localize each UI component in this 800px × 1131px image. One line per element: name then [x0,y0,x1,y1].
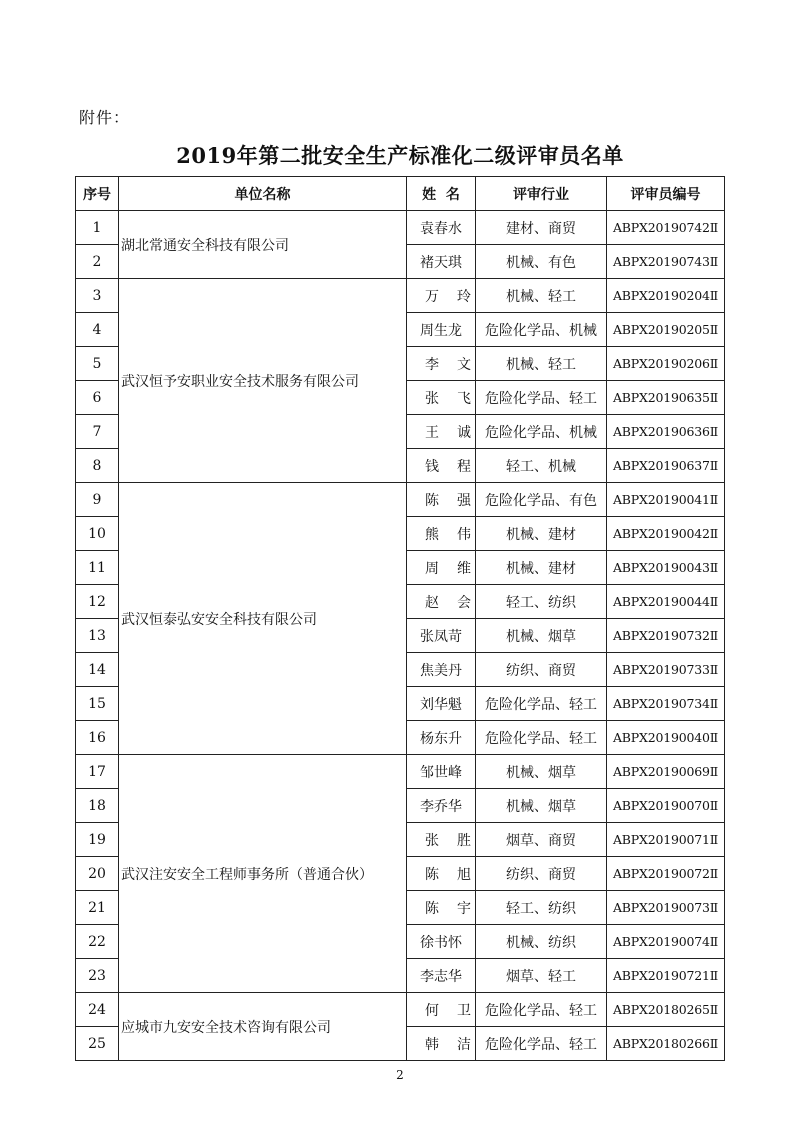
reviewer-id: ABPX20190041Ⅱ [607,483,725,517]
row-number: 9 [76,483,119,517]
reviewer-name [407,517,489,551]
reviewer-table [75,176,725,1061]
reviewer-id: ABPX20190043Ⅱ [607,551,725,585]
review-industry: 机械、轻工 [476,279,607,313]
row-number: 24 [76,993,119,1027]
review-industry: 机械、建材 [476,551,607,585]
reviewer-name [407,415,489,449]
reviewer-name-text: 钱程 [425,458,489,475]
reviewer-name [407,891,489,925]
reviewer-name [407,585,489,619]
reviewer-id: ABPX20180265Ⅱ [607,993,725,1027]
row-number: 23 [76,959,119,993]
review-industry: 危险化学品、轻工 [476,721,607,755]
table-header-row [76,177,725,211]
row-number: 3 [76,279,119,313]
table-body [76,211,725,1061]
column-header-reviewer-id: 评审员编号 [607,177,725,211]
reviewer-name [407,653,476,687]
reviewer-name [407,789,476,823]
reviewer-id: ABPX20190205Ⅱ [607,313,725,347]
reviewer-name-text: 陈强 [425,492,489,509]
reviewer-name [407,551,489,585]
reviewer-name-text: 赵会 [425,594,489,611]
unit-name: 武汉恒泰弘安安全科技有限公司 [119,483,407,755]
review-industry: 纺织、商贸 [476,653,607,687]
reviewer-name [407,823,489,857]
row-number: 4 [76,313,119,347]
reviewer-name [407,313,476,347]
review-industry: 机械、轻工 [476,347,607,381]
row-number: 17 [76,755,119,789]
reviewer-id: ABPX20190073Ⅱ [607,891,725,925]
reviewer-id: ABPX20190071Ⅱ [607,823,725,857]
row-number: 12 [76,585,119,619]
reviewer-name-text: 张飞 [425,390,489,407]
reviewer-name-text: 李志华 [420,968,462,985]
review-industry: 建材、商贸 [476,211,607,245]
reviewer-name [407,687,476,721]
row-number: 5 [76,347,119,381]
reviewer-name [407,449,489,483]
review-industry: 危险化学品、轻工 [476,1027,607,1061]
row-number: 7 [76,415,119,449]
reviewer-name-text: 邹世峰 [420,764,462,781]
attachment-label: 附件： [79,108,131,127]
column-header-industry: 评审行业 [476,177,607,211]
reviewer-name [407,925,476,959]
reviewer-id: ABPX20190074Ⅱ [607,925,725,959]
reviewer-id: ABPX20190732Ⅱ [607,619,725,653]
reviewer-id: ABPX20190044Ⅱ [607,585,725,619]
table-row [76,483,725,517]
reviewer-name-text: 李文 [425,356,489,373]
review-industry: 轻工、机械 [476,449,607,483]
review-industry: 烟草、商贸 [476,823,607,857]
reviewer-name-text: 张凤苛 [420,628,462,645]
row-number: 22 [76,925,119,959]
unit-name: 湖北常通安全科技有限公司 [119,211,407,279]
reviewer-id: ABPX20190072Ⅱ [607,857,725,891]
reviewer-name-text: 焦美丹 [420,662,462,679]
row-number: 13 [76,619,119,653]
reviewer-id: ABPX20190206Ⅱ [607,347,725,381]
reviewer-id: ABPX20190734Ⅱ [607,687,725,721]
review-industry: 机械、烟草 [476,789,607,823]
reviewer-id: ABPX20190204Ⅱ [607,279,725,313]
review-industry: 机械、烟草 [476,619,607,653]
reviewer-name [407,279,489,313]
column-header-name: 姓 名 [407,177,476,211]
row-number: 19 [76,823,119,857]
reviewer-name [407,245,476,279]
reviewer-name-text: 褚天琪 [420,254,462,271]
reviewer-name [407,347,489,381]
row-number: 10 [76,517,119,551]
reviewer-name-text: 何卫 [425,1002,489,1019]
reviewer-name [407,721,476,755]
review-industry: 机械、有色 [476,245,607,279]
column-header-no: 序号 [76,177,119,211]
reviewer-name [407,483,489,517]
reviewer-name-text: 杨东升 [420,730,462,747]
unit-name: 武汉恒予安职业安全技术服务有限公司 [119,279,407,483]
reviewer-id: ABPX20190636Ⅱ [607,415,725,449]
row-number: 2 [76,245,119,279]
unit-name: 武汉注安安全工程师事务所（普通合伙） [119,755,407,993]
reviewer-id: ABPX20190733Ⅱ [607,653,725,687]
reviewer-name [407,381,489,415]
reviewer-id: ABPX20190743Ⅱ [607,245,725,279]
reviewer-name-text: 王诚 [425,424,489,441]
review-industry: 纺织、商贸 [476,857,607,891]
row-number: 25 [76,1027,119,1061]
reviewer-name-text: 刘华魁 [420,696,462,713]
table-row [76,755,725,789]
row-number: 1 [76,211,119,245]
row-number: 15 [76,687,119,721]
reviewer-name-text: 熊伟 [425,526,489,543]
review-industry: 危险化学品、轻工 [476,381,607,415]
reviewer-id: ABPX20190637Ⅱ [607,449,725,483]
reviewer-name-text: 袁春水 [420,220,462,237]
row-number: 6 [76,381,119,415]
reviewer-name-text: 韩洁 [425,1036,489,1053]
row-number: 20 [76,857,119,891]
review-industry: 机械、建材 [476,517,607,551]
reviewer-id: ABPX20190040Ⅱ [607,721,725,755]
reviewer-name-text: 陈宇 [425,900,489,917]
reviewer-id: ABPX20190742Ⅱ [607,211,725,245]
reviewer-id: ABPX20180266Ⅱ [607,1027,725,1061]
reviewer-id: ABPX20190042Ⅱ [607,517,725,551]
reviewer-name-text: 周维 [425,560,489,577]
row-number: 11 [76,551,119,585]
reviewer-name-text: 徐书怀 [420,934,462,951]
review-industry: 危险化学品、有色 [476,483,607,517]
reviewer-name [407,857,489,891]
review-industry: 危险化学品、轻工 [476,993,607,1027]
reviewer-id: ABPX20190635Ⅱ [607,381,725,415]
reviewer-name-text: 张胜 [425,832,489,849]
review-industry: 危险化学品、机械 [476,415,607,449]
reviewer-id: ABPX20190721Ⅱ [607,959,725,993]
column-header-unit: 单位名称 [119,177,407,211]
page-number: 2 [396,1068,404,1082]
row-number: 21 [76,891,119,925]
table-row [76,279,725,313]
table-row [76,993,725,1027]
table-row [76,211,725,245]
review-industry: 轻工、纺织 [476,891,607,925]
reviewer-name-text: 陈旭 [425,866,489,883]
unit-name: 应城市九安安全技术咨询有限公司 [119,993,407,1061]
reviewer-id: ABPX20190069Ⅱ [607,755,725,789]
review-industry: 轻工、纺织 [476,585,607,619]
reviewer-name-text: 万玲 [425,288,489,305]
row-number: 16 [76,721,119,755]
reviewer-name [407,993,489,1027]
reviewer-name [407,1027,489,1061]
reviewer-name [407,959,476,993]
document-title: 2019年第二批安全生产标准化二级评审员名单 [176,143,624,168]
reviewer-name [407,755,476,789]
reviewer-id: ABPX20190070Ⅱ [607,789,725,823]
review-industry: 机械、烟草 [476,755,607,789]
reviewer-name [407,619,476,653]
row-number: 18 [76,789,119,823]
row-number: 8 [76,449,119,483]
review-industry: 烟草、轻工 [476,959,607,993]
review-industry: 机械、纺织 [476,925,607,959]
reviewer-name-text: 周生龙 [420,322,462,339]
row-number: 14 [76,653,119,687]
reviewer-name-text: 李乔华 [420,798,462,815]
reviewer-name [407,211,476,245]
review-industry: 危险化学品、机械 [476,313,607,347]
review-industry: 危险化学品、轻工 [476,687,607,721]
